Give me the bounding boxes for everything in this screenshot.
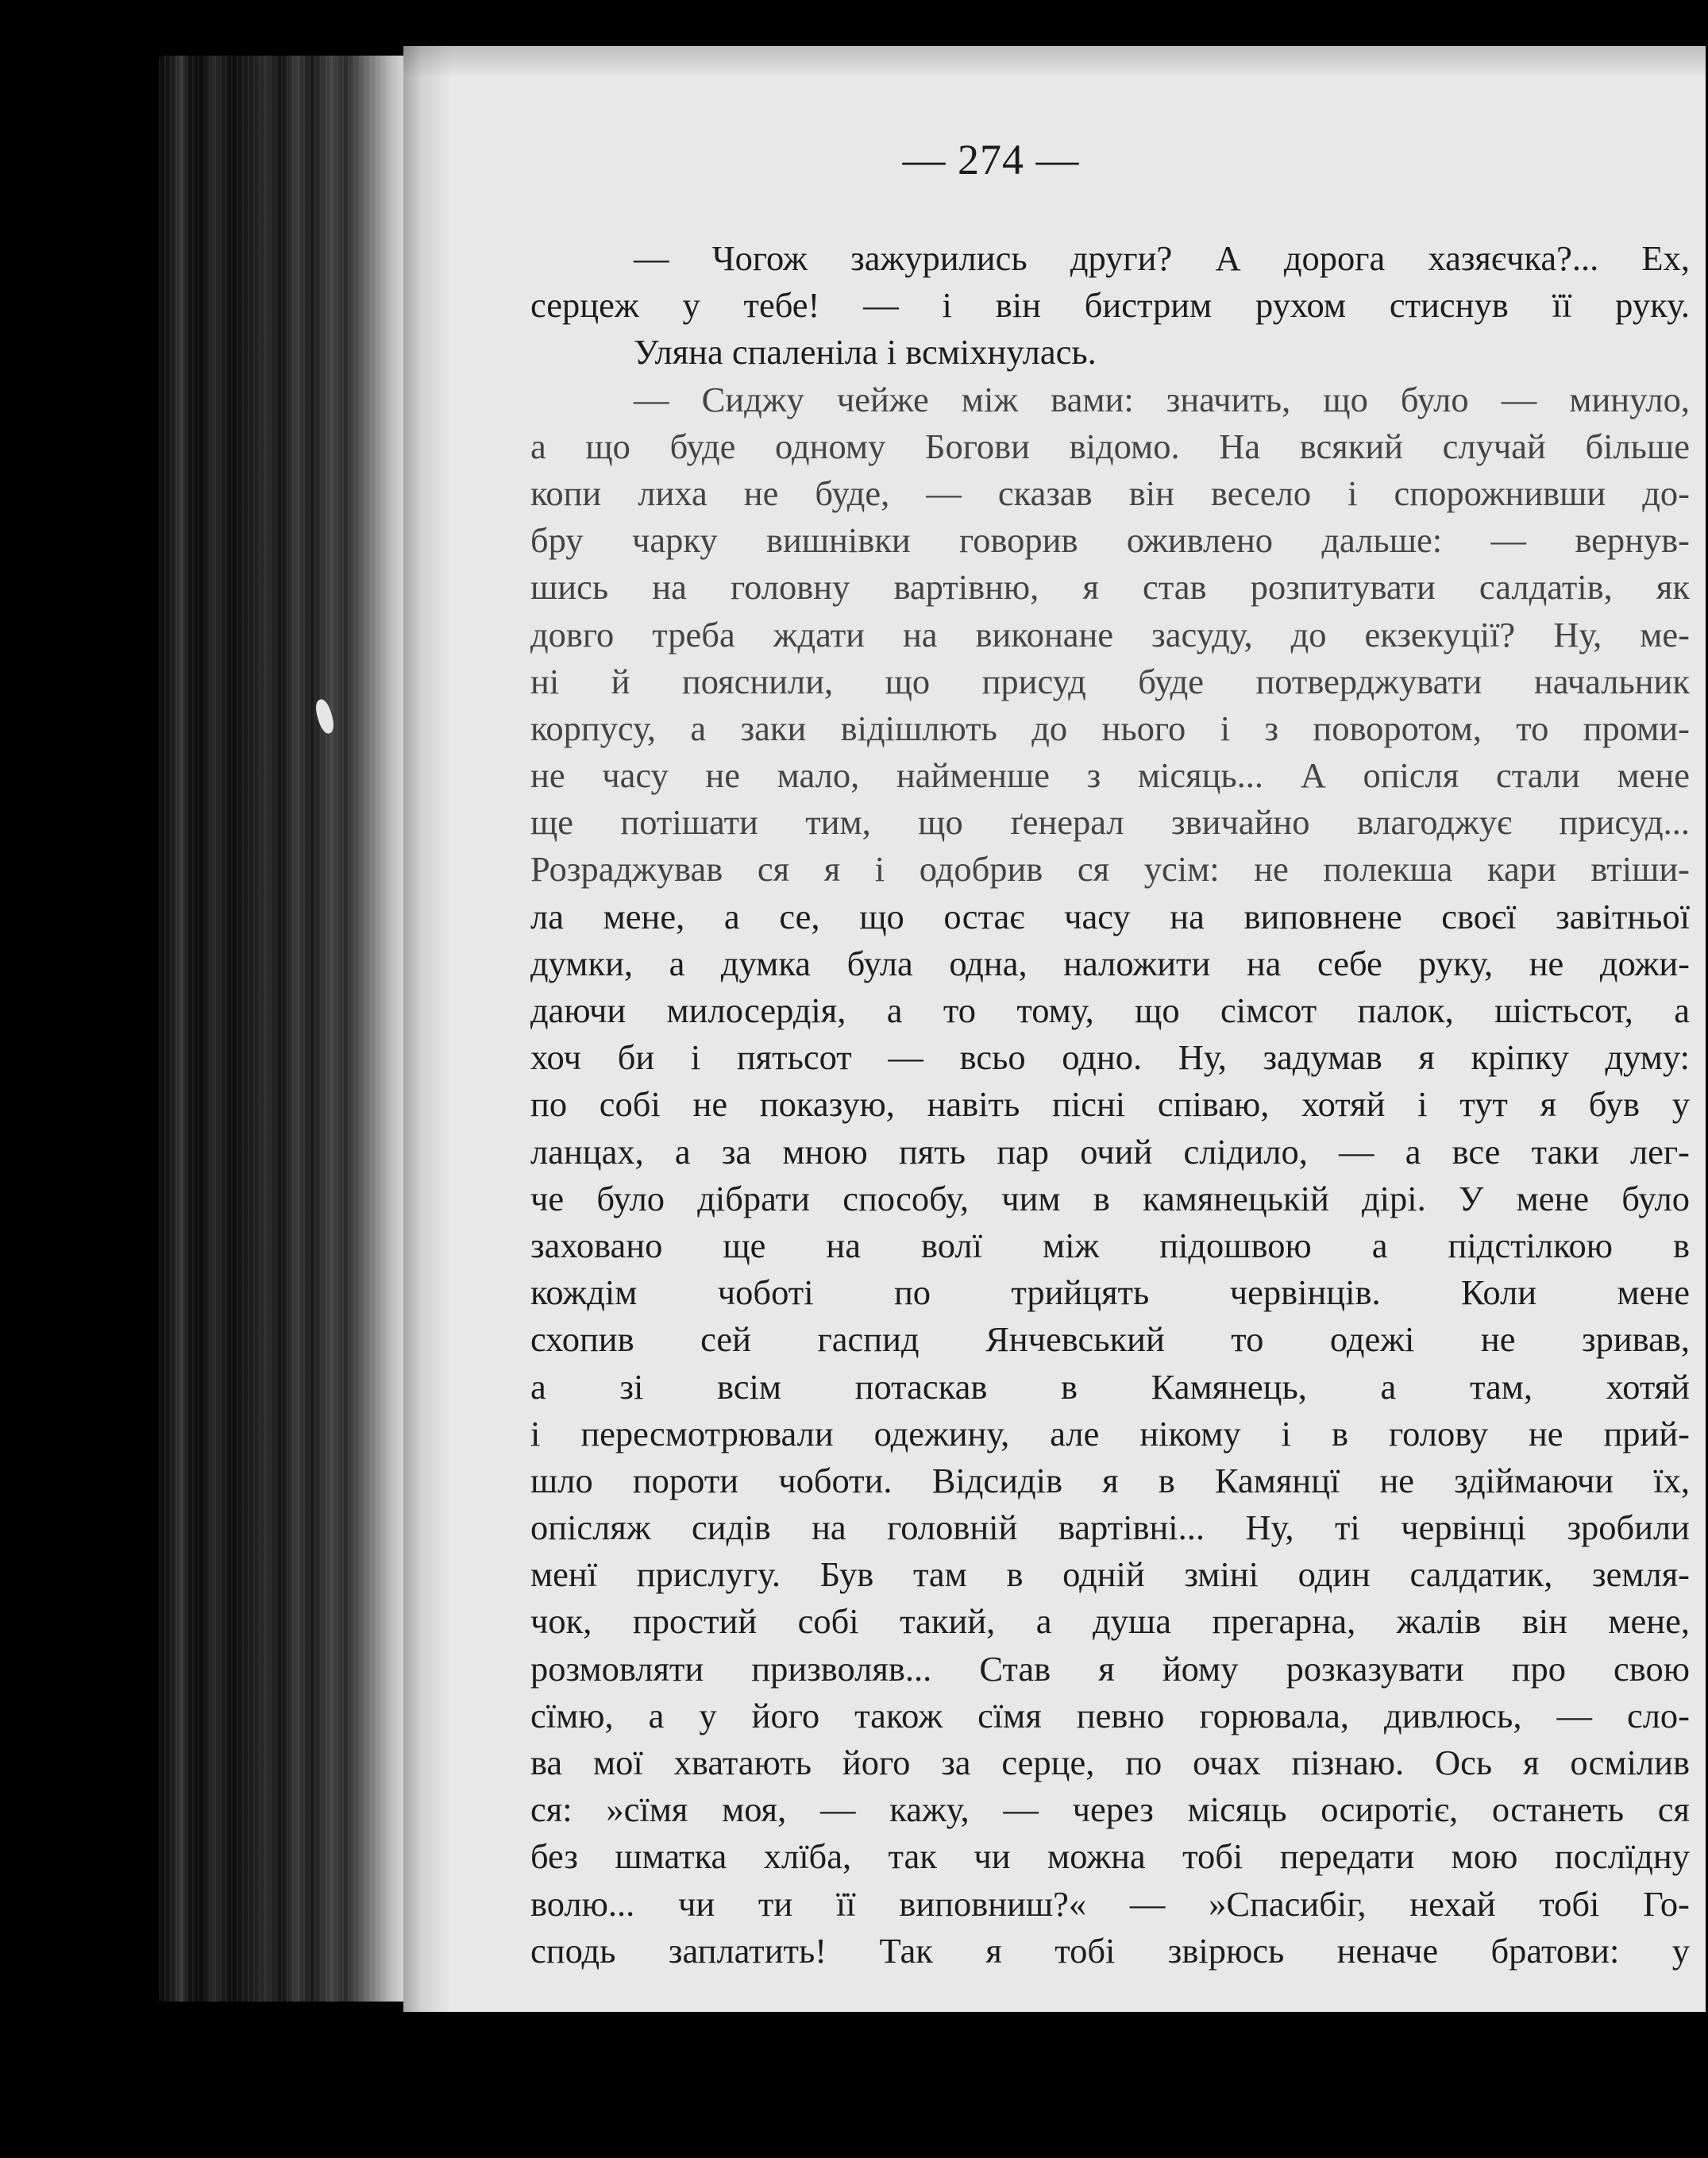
text-line: шись на головну вартівню, я став розпитувати салдатів, як [530, 567, 1690, 608]
text-line: кождім чоботі по трийцять червінців. Коли мене [530, 1272, 1690, 1313]
text-line: ще потішати тим, що ґенерал звичайно влагоджує присуд... [530, 802, 1690, 843]
text-line: Уляна спаленіла і всміхнулась. [634, 332, 1097, 373]
text-line: че було дібрати способу, чим в камянецькій дірі. У мене було [530, 1178, 1690, 1218]
text-line: даючи милосердія, а то тому, що сімсот палок, шістьсот, а [530, 990, 1690, 1030]
text-line: без шматка хлїба, так чи можна тобі передати мою послїдну [530, 1836, 1690, 1877]
text-line: ла мене, а се, що остає часу на виповнене своєї завітньої [530, 896, 1690, 936]
book-spine-edge [159, 56, 405, 2002]
text-line: корпусу, а заки відішлють до нього і з поворотом, то проми- [530, 708, 1690, 748]
text-line: шло пороти чоботи. Відсидів я в Камянцї не здіймаючи їх, [530, 1460, 1690, 1500]
text-line: по собі не показую, навіть пісні співаю, хотяй і тут я був у [530, 1084, 1690, 1125]
text-line: ся: »сїмя моя, — кажу, — через місяць осиротіє, останеть ся [530, 1789, 1690, 1830]
text-line: чок, простий собі такий, а душа прегарна, жалів він мене, [530, 1601, 1690, 1642]
page-number: — 274 — [902, 136, 1080, 183]
text-line: схопив сей гаспид Янчевський то одежі не зривав, [530, 1319, 1690, 1360]
text-line: ні й пояснили, що присуд буде потверджувати начальник [530, 661, 1690, 701]
text-line: не часу не мало, найменше з місяць... А опісля стали мене [530, 755, 1690, 796]
text-line: волю... чи ти її виповниш?« — »Спасибіг, нехай тобі Го- [530, 1883, 1690, 1924]
text-line: довго треба ждати на виконане засуду, до екзекуції? Ну, ме- [530, 614, 1690, 654]
text-line: Розраджував ся я і одобрив ся усім: не полекша кари втіши- [530, 849, 1690, 890]
text-line: заховано ще на волї між підошвою а підстілкою в [530, 1225, 1690, 1265]
text-line: — Сиджу чейже між вами: значить, що було — минуло, [634, 379, 1690, 419]
text-line: розмовляти призволяв... Став я йому розказувати про свою [530, 1648, 1690, 1689]
text-line: хоч би і пятьсот — всьо одно. Ну, задумав я кріпку думу: [530, 1037, 1690, 1078]
text-line: думки, а думка була одна, наложити на себе руку, не дожи- [530, 943, 1690, 983]
text-line: ва мої хватають його за серце, по очах пізнаю. Ось я осмілив [530, 1743, 1690, 1782]
text-line: а що буде одному Богови відомо. На всякий случай більше [530, 426, 1690, 466]
text-line: опісляж сидів на головній вартівні... Ну, ті червінці зробили [530, 1508, 1690, 1548]
text-line: і пересмотрювали одежину, але нікому і в голову не прий- [530, 1413, 1690, 1453]
text-line: сїмю, а у його також сїмя певно горювала, дивлюсь, — сло- [530, 1695, 1690, 1735]
text-line: — Чогож зажурились други? А дорога хазяєчка?... Ех, [634, 238, 1690, 278]
text-line: копи лиха не буде, — сказав він весело і спорожнивши до- [530, 473, 1690, 513]
text-line: менї прислугу. Був там в одній зміні один салдатик, земля- [530, 1554, 1690, 1595]
text-line: серцеж у тебе! — і він бистрим рухом стиснув її руку. [530, 285, 1690, 326]
page-body-text [530, 235, 1690, 1975]
text-line: сподь заплатить! Так я тобі звірюсь неначе братови: у [530, 1930, 1690, 1971]
text-line: а зі всім потаскав в Камянець, а там, хотяй [530, 1366, 1690, 1407]
text-line: ланцах, а за мною пять пар очий слідило, — а все таки лег- [530, 1131, 1690, 1172]
book-page [403, 46, 1706, 2012]
text-line: бру чарку вишнівки говорив оживлено дальше: — вернув- [530, 520, 1690, 561]
